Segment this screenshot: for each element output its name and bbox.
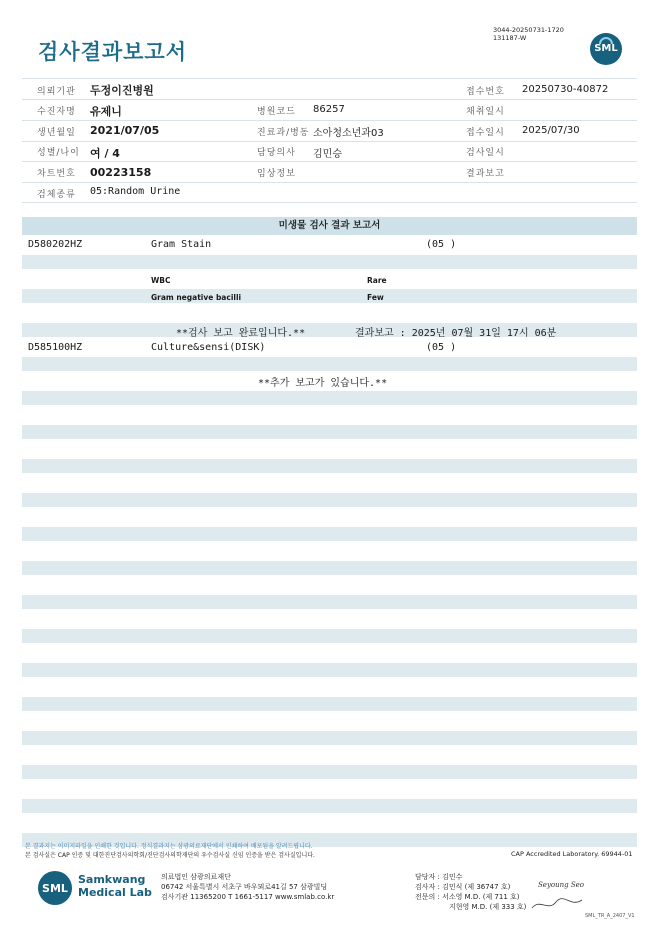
signature: Seyoung Seo [538,881,584,889]
row-band [22,561,637,575]
report-label: 결과보고 [466,169,505,179]
receipt-no-value: 20250730-40872 [522,84,609,95]
receipt-no-label: 접수번호 [466,87,505,97]
test-code: D580202HZ [28,239,83,250]
row-band [22,425,637,439]
specimen-value: 05:Random Urine [90,186,181,197]
accreditation-notice: 본 검사실은 CAP 인증 및 대한진단검사의학회/진단검사의학재단의 우수검사실 신임 인증을 받은 검사실입니다. [25,852,315,859]
result-item-label: WBC [151,276,171,285]
cap-accreditation: CAP Accredited Laboratory. 69944-01 [511,850,633,858]
divider [22,78,637,79]
doctor-label: 담당의사 [257,148,296,158]
row-band [22,697,637,711]
staff-line: 전문의 : 서소영 M.D. (제 711 호) [415,893,520,901]
collect-label: 채취일시 [466,107,505,117]
document-id [493,26,564,42]
divider [22,202,637,203]
chart-label: 차트번호 [37,169,76,179]
staff-line: 검사자 : 김민식 (제 36747 호) [415,883,511,891]
row-band [22,255,637,269]
staff-line: 지현영 M.D. (제 333 호) [449,903,527,911]
result-item-label: Gram negative bacilli [151,293,242,302]
result-item-value: Rare [367,276,387,285]
specimen-code: (05 ) [426,239,457,250]
row-band [22,629,637,643]
sml-logo-badge: SML [590,33,622,65]
sex-age-label: 성별/나이 [37,148,80,158]
doctor-value: 김민승 [313,149,342,160]
logo-line2: Medical Lab [78,886,152,899]
row-band [22,663,637,677]
requester-value: 두정이진병원 [90,84,154,97]
document-id-line2: 131187-W [493,34,527,42]
row-band [22,459,637,473]
row-band [22,799,637,813]
address-line: 의료법인 삼광의료재단 [161,873,231,881]
sex-age-value: 여 / 4 [90,147,120,160]
hospital-code-label: 병원코드 [257,107,296,117]
receipt-date-label: 접수일시 [466,128,505,138]
row-band [22,289,637,303]
divider [22,120,637,121]
company-logo-icon: SML [38,871,72,905]
dob-label: 생년월일 [37,128,76,138]
requester-label: 의뢰기관 [37,87,76,97]
row-band [22,765,637,779]
staff-line: 담당자 : 김민수 [415,873,463,881]
print-notice: 본 결과지는 이미지파일을 인쇄한 것입니다. 정식결과지는 삼광의료재단에서 인쇄하여 배포됨을 알려드립니다. [25,843,313,850]
staff-block [415,872,526,912]
signature-scribble-icon [530,894,585,914]
row-band [22,731,637,745]
company-logo-text [78,873,152,899]
patient-label: 수진자명 [37,107,76,117]
clinical-label: 임상정보 [257,169,296,179]
row-band [22,527,637,541]
test-code: D585100HZ [28,342,83,353]
specimen-code: (05 ) [426,342,457,353]
address-line: 06742 서울특별시 서초구 바우뫼로41길 57 삼광빌딩 [161,883,328,891]
test-date-label: 검사일시 [466,148,505,158]
additional-report-message: **추가 보고가 있습니다.** [258,378,388,389]
test-name: Gram Stain [151,239,212,250]
row-band [22,595,637,609]
row-band [22,493,637,507]
result-item-value: Few [367,293,384,302]
dept-label: 진료과/병동 [257,128,310,138]
row-band [22,391,637,405]
receipt-date-value: 2025/07/30 [522,125,580,136]
address-line: 검사기관 11365200 T 1661-5117 www.smlab.co.kr [161,893,335,901]
hospital-code-value: 86257 [313,104,345,115]
report-timestamp: 결과보고 : 2025년 07월 31일 17시 06분 [355,328,557,339]
divider [22,161,637,162]
report-complete-message: **검사 보고 완료입니다.** [176,328,306,339]
divider [22,99,637,100]
chart-value: 00223158 [90,166,152,179]
dept-value: 소아청소년과03 [313,128,384,139]
section-header: 미생물 검사 결과 보고서 [22,217,637,235]
divider [22,182,637,183]
company-address [161,872,334,902]
document-id-line1: 3044-20250731-1720 [493,26,564,34]
patient-value: 유제니 [90,105,122,118]
row-band [22,357,637,371]
form-code: SML_TR_A_2407_V1 [585,913,635,919]
divider [22,141,637,142]
logo-line1: Samkwang [78,873,146,886]
dob-value: 2021/07/05 [90,124,160,137]
specimen-label: 검체종류 [37,190,76,200]
report-title: 검사결과보고서 [38,40,188,64]
test-name: Culture&sensi(DISK) [151,342,266,353]
